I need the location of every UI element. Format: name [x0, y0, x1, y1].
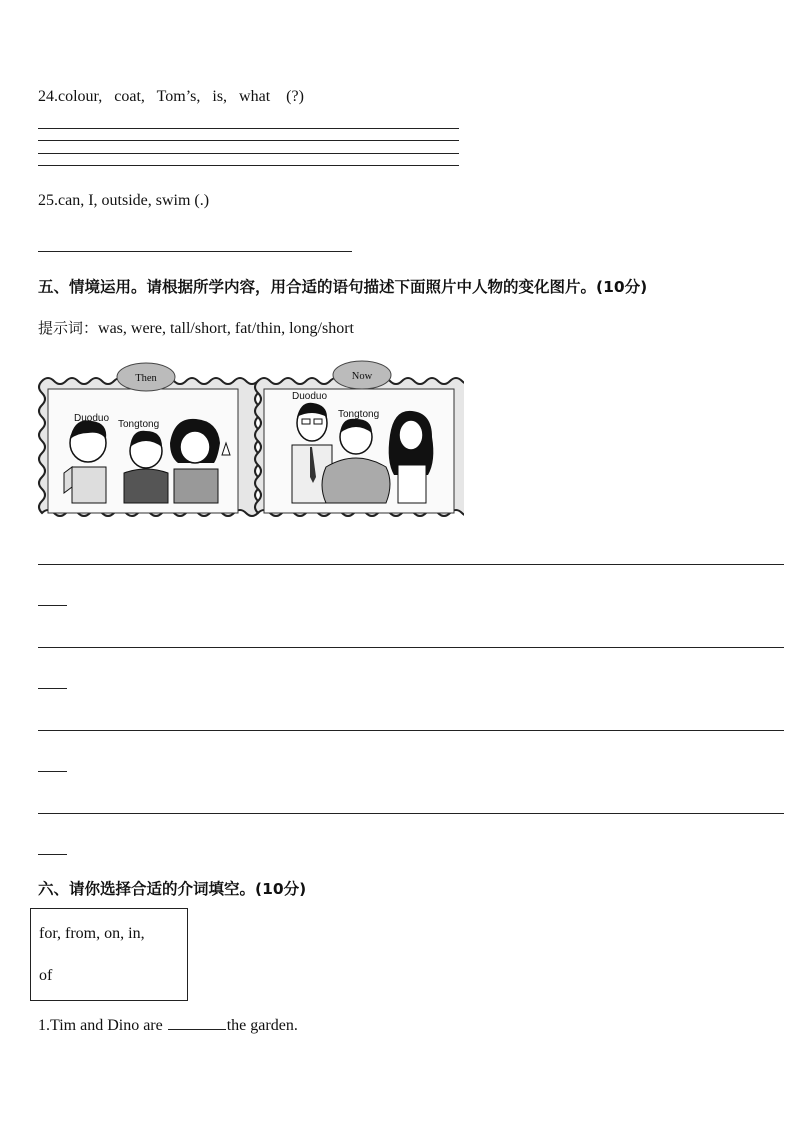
answer-line-end[interactable]: [38, 688, 67, 689]
answer-line[interactable]: [38, 564, 784, 565]
hint-line: [38, 317, 354, 338]
then-badge: Then: [135, 373, 157, 384]
question-25: 25.can, I, outside, swim (.): [38, 192, 210, 209]
answer-line[interactable]: [38, 251, 352, 252]
photo-then: [39, 363, 261, 516]
question-1-text-after: the garden.: [226, 1017, 298, 1034]
word-bank-box: [30, 908, 188, 1001]
answer-line[interactable]: [38, 128, 459, 129]
answer-line[interactable]: [38, 153, 459, 154]
then-now-illustration: [36, 355, 464, 527]
section-5-heading: 五、情境运用。请根据所学内容，用合适的语句描述下面照片中人物的变化图片。(10分): [38, 278, 648, 296]
answer-line[interactable]: [38, 140, 459, 141]
word-bank-line-1: for, from, on, in,: [39, 925, 145, 942]
section-6-heading: 六、请你选择合适的介词填空。(10分): [38, 880, 307, 898]
answer-line[interactable]: [38, 165, 459, 166]
photo-now: [255, 361, 464, 516]
label-duoduo-then: Duoduo: [74, 413, 110, 424]
answer-line-end[interactable]: [38, 605, 67, 606]
answer-line[interactable]: [38, 813, 784, 814]
answer-line[interactable]: [38, 647, 784, 648]
answer-line-end[interactable]: [38, 854, 67, 855]
label-tongtong-now: Tongtong: [338, 409, 380, 420]
label-duoduo-now: Duoduo: [292, 391, 328, 402]
answer-line[interactable]: [38, 730, 784, 731]
answer-line-end[interactable]: [38, 771, 67, 772]
section-6-question-1: [38, 1015, 298, 1035]
fill-in-blank[interactable]: [168, 1015, 226, 1030]
question-1-text-before: 1.Tim and Dino are: [38, 1017, 167, 1034]
hint-words: was, were, tall/short, fat/thin, long/short: [98, 320, 354, 337]
question-24: 24.colour, coat, Tom’s, is, what (?): [38, 88, 304, 105]
now-badge: Now: [351, 371, 373, 382]
hint-label: 提示词：: [38, 319, 99, 337]
word-bank-line-2: of: [39, 967, 53, 984]
label-tongtong-then: Tongtong: [118, 419, 160, 430]
